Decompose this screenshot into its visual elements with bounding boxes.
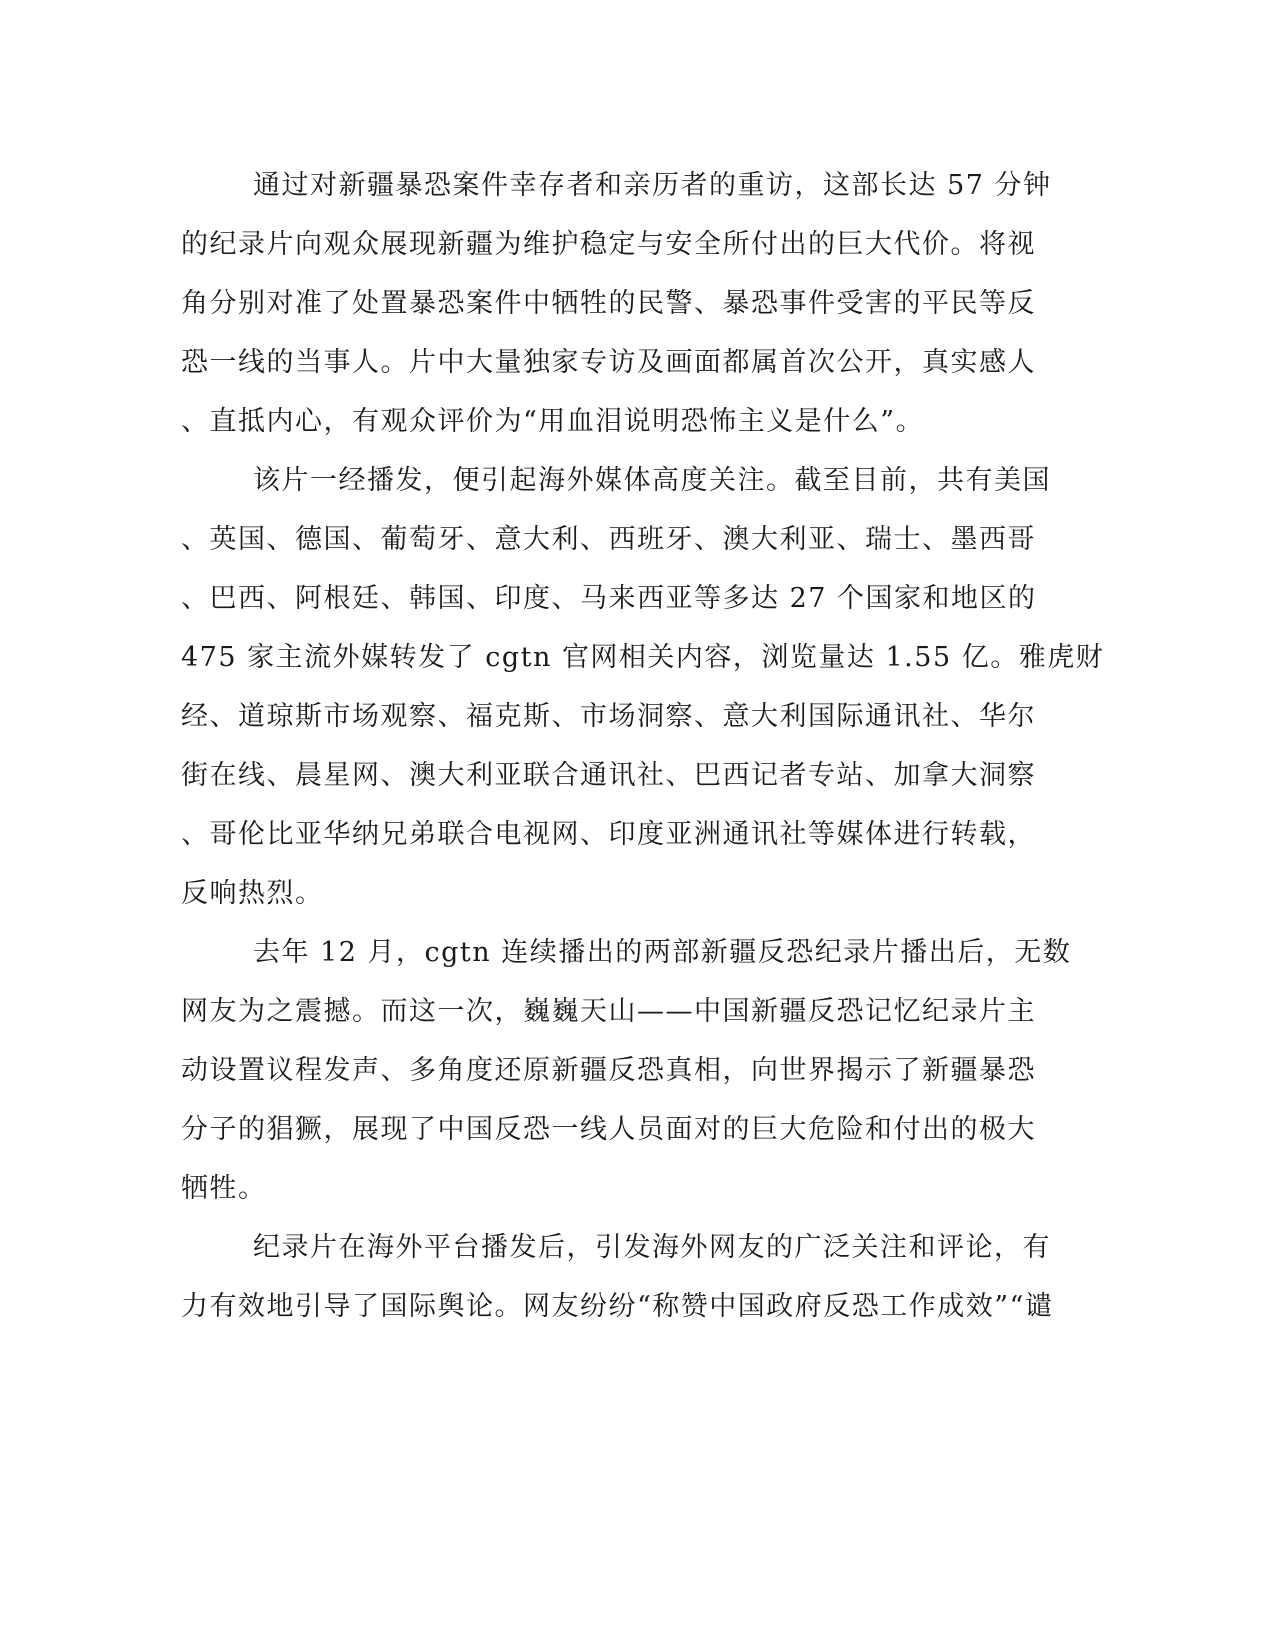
body-text <box>181 156 1105 1336</box>
text-line: 、哥伦比亚华纳兄弟联合电视网、印度亚洲通讯社等媒体进行转载， <box>181 819 1036 850</box>
text-line: 反响热烈。 <box>181 878 324 909</box>
text-line: 该片一经播发，便引起海外媒体高度关注。截至目前，共有美国 <box>253 465 1051 496</box>
text-line: 通过对新疆暴恐案件幸存者和亲历者的重访，这部长达 57 分钟 <box>253 170 1052 201</box>
text-line: 网友为之震撼。而这一次，巍巍天山——中国新疆反恐记忆纪录片主 <box>181 996 1036 1027</box>
text-line: 、巴西、阿根廷、韩国、印度、马来西亚等多达 27 个国家和地区的 <box>181 583 1037 614</box>
text-line: 角分别对准了处置暴恐案件中牺牲的民警、暴恐事件受害的平民等反 <box>181 288 1036 319</box>
text-line: 力有效地引导了国际舆论。网友纷纷“称赞中国政府反恐工作成效”“谴 <box>181 1291 1054 1322</box>
text-line: 经、道琼斯市场观察、福克斯、市场洞察、意大利国际通讯社、华尔 <box>181 701 1036 732</box>
text-line: 牺牲。 <box>181 1173 267 1204</box>
text-line: 恐一线的当事人。片中大量独家专访及画面都属首次公开，真实感人 <box>181 347 1036 378</box>
text-line: 去年 12 月，cgtn 连续播出的两部新疆反恐纪录片播出后，无数 <box>253 937 1072 968</box>
text-line: 街在线、晨星网、澳大利亚联合通讯社、巴西记者专站、加拿大洞察 <box>181 760 1036 791</box>
text-line: 、英国、德国、葡萄牙、意大利、西班牙、澳大利亚、瑞士、墨西哥 <box>181 524 1036 555</box>
text-line: 475 家主流外媒转发了 cgtn 官网相关内容，浏览量达 1.55 亿。雅虎财 <box>181 642 1105 673</box>
text-line: 的纪录片向观众展现新疆为维护稳定与安全所付出的巨大代价。将视 <box>181 229 1036 260</box>
text-line: 、直抵内心，有观众评价为“用血泪说明恐怖主义是什么”。 <box>181 406 925 437</box>
text-line: 分子的猖獗，展现了中国反恐一线人员面对的巨大危险和付出的极大 <box>181 1114 1036 1145</box>
text-line: 纪录片在海外平台播发后，引发海外网友的广泛关注和评论，有 <box>253 1232 1051 1263</box>
text-line: 动设置议程发声、多角度还原新疆反恐真相，向世界揭示了新疆暴恐 <box>181 1055 1036 1086</box>
